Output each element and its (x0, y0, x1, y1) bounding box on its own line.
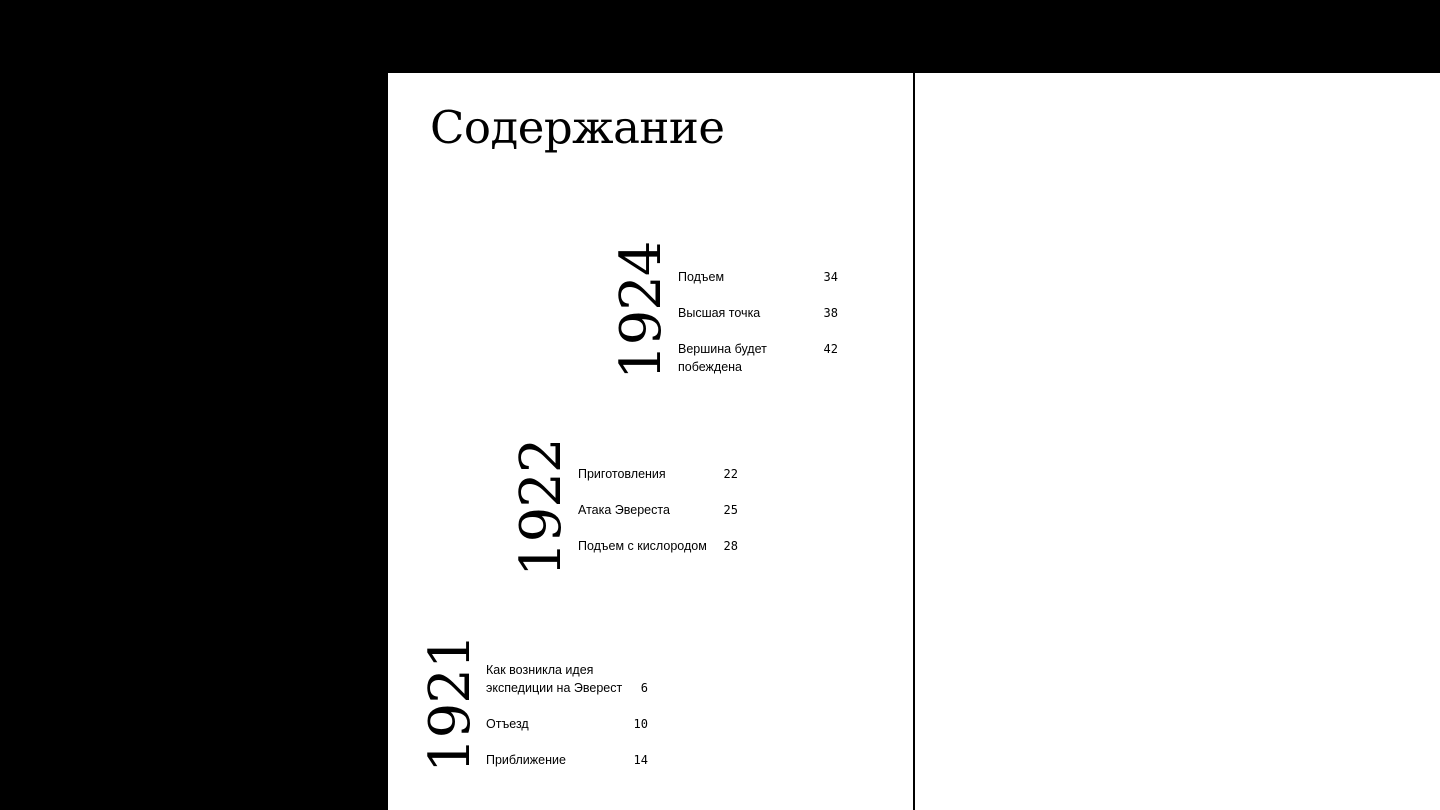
toc-entry[interactable] (678, 304, 838, 322)
section-year: 1921 (418, 634, 483, 773)
toc-entry-label: Высшая точка (678, 306, 761, 320)
toc-entry-page: 22 (723, 467, 738, 481)
toc-entry-page: 28 (723, 539, 738, 553)
toc-entry-page: 10 (633, 717, 648, 731)
toc-entry-label: Подъем с кислородом (578, 539, 707, 553)
toc-entry-label: Как возникла идея экспедиции на Эверест (486, 663, 623, 695)
section-year: 1924 (609, 241, 674, 380)
toc-entry[interactable] (678, 268, 838, 286)
toc-entry-list (486, 661, 648, 787)
toc-entry[interactable] (578, 501, 738, 519)
toc-entry-label: Вершина будет побеждена (678, 342, 767, 374)
toc-entry[interactable] (486, 751, 648, 769)
toc-entry-page: 42 (823, 342, 838, 356)
left-page (388, 73, 913, 810)
section-year: 1922 (509, 438, 574, 577)
toc-entry-label: Атака Эвереста (578, 503, 670, 517)
toc-entry[interactable] (578, 465, 738, 483)
toc-entry[interactable] (486, 661, 648, 697)
toc-entry-list (578, 465, 738, 573)
toc-entry[interactable] (486, 715, 648, 733)
right-page (915, 73, 1440, 810)
toc-entry-label: Приготовления (578, 467, 666, 481)
toc-entry[interactable] (678, 340, 838, 376)
toc-entry-page: 38 (823, 306, 838, 320)
toc-entry-page: 34 (823, 270, 838, 284)
toc-entry-label: Приближение (486, 753, 566, 767)
toc-entry-list (678, 268, 838, 394)
toc-entry-label: Подъем (678, 270, 725, 284)
toc-entry-page: 14 (633, 753, 648, 767)
toc-entry[interactable] (578, 537, 738, 555)
toc-title: Содержание (430, 101, 725, 154)
toc-entry-page: 25 (723, 503, 738, 517)
toc-entry-page: 6 (640, 681, 648, 695)
toc-entry-label: Отъезд (486, 717, 529, 731)
